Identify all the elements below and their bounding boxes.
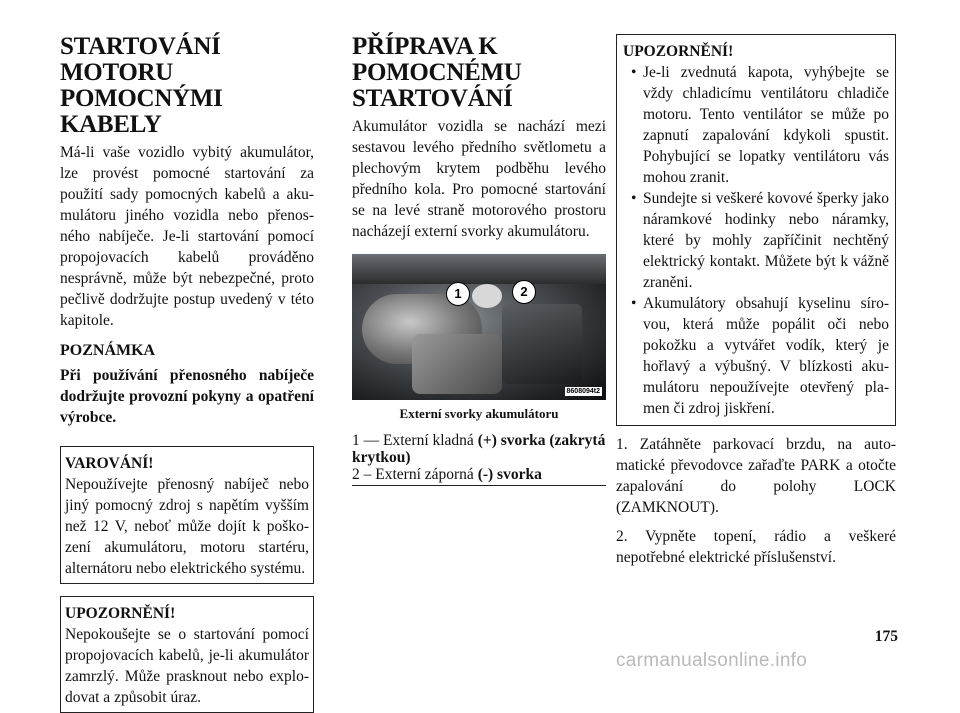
legend-item-2 bbox=[352, 466, 606, 483]
caution-title: UPOZORNĚNÍ! bbox=[65, 605, 176, 622]
note-heading: POZNÁMKA bbox=[60, 342, 156, 359]
engine-bay-photo bbox=[352, 254, 606, 400]
callout-2: 2 bbox=[512, 280, 536, 304]
photo-caption: Externí svorky akumulátoru bbox=[399, 406, 559, 421]
preparation-paragraph: Akumulátor vozidla se nachází mezi sestavou levého předního světlometu a plechovým krytem podběhu levého předního kola. Pro pomocné startování se na levé straně motorového prostoru nacházejí externí svorky akumulátoru. bbox=[352, 118, 606, 240]
note-text: Při používání přenosného nabíječe dodržujte provozní pokyny a opatření výrobce. bbox=[60, 367, 314, 426]
step-1: 1. Zatáhněte parkovací brzdu, na auto-matické převodovce zařaďte PARK a otočte zapalování do polohy LOCK (ZAMKNOUT). bbox=[616, 436, 896, 516]
caution-text: Nepokoušejte se o startování pomocí propojovacích kabelů, je-li akumulátor zamrzlý. Může prasknout nebo explo-dovat a způsobit úraz. bbox=[65, 626, 309, 706]
legend-1-bold: (+) svorka (zakrytá krytkou) bbox=[352, 432, 606, 466]
middle-column bbox=[352, 34, 606, 486]
caution-title-2: UPOZORNĚNÍ! bbox=[623, 43, 734, 60]
left-column bbox=[60, 34, 314, 713]
caution-item: • Je-li zvednutá kapota, vyhýbejte se vždy chladicímu ventilátoru chladiče motoru. Tento ventilátor se může po zapnutí zapalování kdykoli spustit. Pohybující se lopatky ventilátoru vás mohou zranit. bbox=[623, 62, 889, 188]
legend-item-1 bbox=[352, 432, 606, 466]
caution-box-frozen bbox=[60, 596, 314, 713]
callout-1: 1 bbox=[446, 282, 470, 306]
legend-2-bold: (-) svorka bbox=[477, 466, 542, 483]
caution-box-safety bbox=[616, 34, 896, 426]
warning-title: VAROVÁNÍ! bbox=[65, 455, 154, 472]
section-title-jump-start: STARTOVÁNÍ MOTORU POMOCNÝMI KABELY bbox=[60, 33, 223, 138]
right-column bbox=[616, 34, 896, 568]
warning-box bbox=[60, 446, 314, 584]
section-title-preparation: PŘÍPRAVA K POMOCNÉMU STARTOVÁNÍ bbox=[352, 33, 522, 112]
photo-legend bbox=[352, 432, 606, 486]
warning-text: Nepoužívejte přenosný nabíječ nebo jiný pomocný zdroj s napětím vyšším než 12 V, neboť může dojít k poško-zení akumulátoru, motoru startéru, alternátoru nebo elektrického systému. bbox=[65, 476, 309, 577]
legend-1-prefix: 1 — Externí kladná bbox=[352, 432, 474, 449]
image-code-label: 8608094t2 bbox=[566, 388, 600, 395]
step-2: 2. Vypněte topení, rádio a veškeré nepotřebné elektrické příslušenství. bbox=[616, 528, 896, 566]
page-number: 175 bbox=[874, 628, 898, 645]
watermark: carmanualsonline.info bbox=[616, 650, 808, 671]
legend-2-prefix: 2 – Externí záporná bbox=[352, 466, 474, 483]
caution-item: • Akumulátory obsahují kyselinu síro-vou, která může popálit oči nebo pokožku a vytvářet vodík, který je hořlavý a výbušný. V blízkosti aku-mulátoru nepoužívejte otevřený pla-men či zdroj jiskření. bbox=[623, 293, 889, 419]
intro-paragraph: Má-li vaše vozidlo vybitý akumulátor, lze provést pomocné startování za použití sady pomocných kabelů a aku-mulátoru jiného vozidla nebo přenos-ného nabíječe. Je-li startování pomocí propojovacích kabelů prováděno nesprávně, může být nebezpečné, proto pečlivě dodržujte postup uvedený v této kapitole. bbox=[60, 144, 314, 329]
caution-item: • Sundejte si veškeré kovové šperky jako náramkové hodinky nebo náramky, které by mohly zapříčinit nechtěný elektrický kontakt. Můžete být k vážně zraněni. bbox=[623, 188, 889, 293]
caution-list bbox=[623, 62, 889, 419]
